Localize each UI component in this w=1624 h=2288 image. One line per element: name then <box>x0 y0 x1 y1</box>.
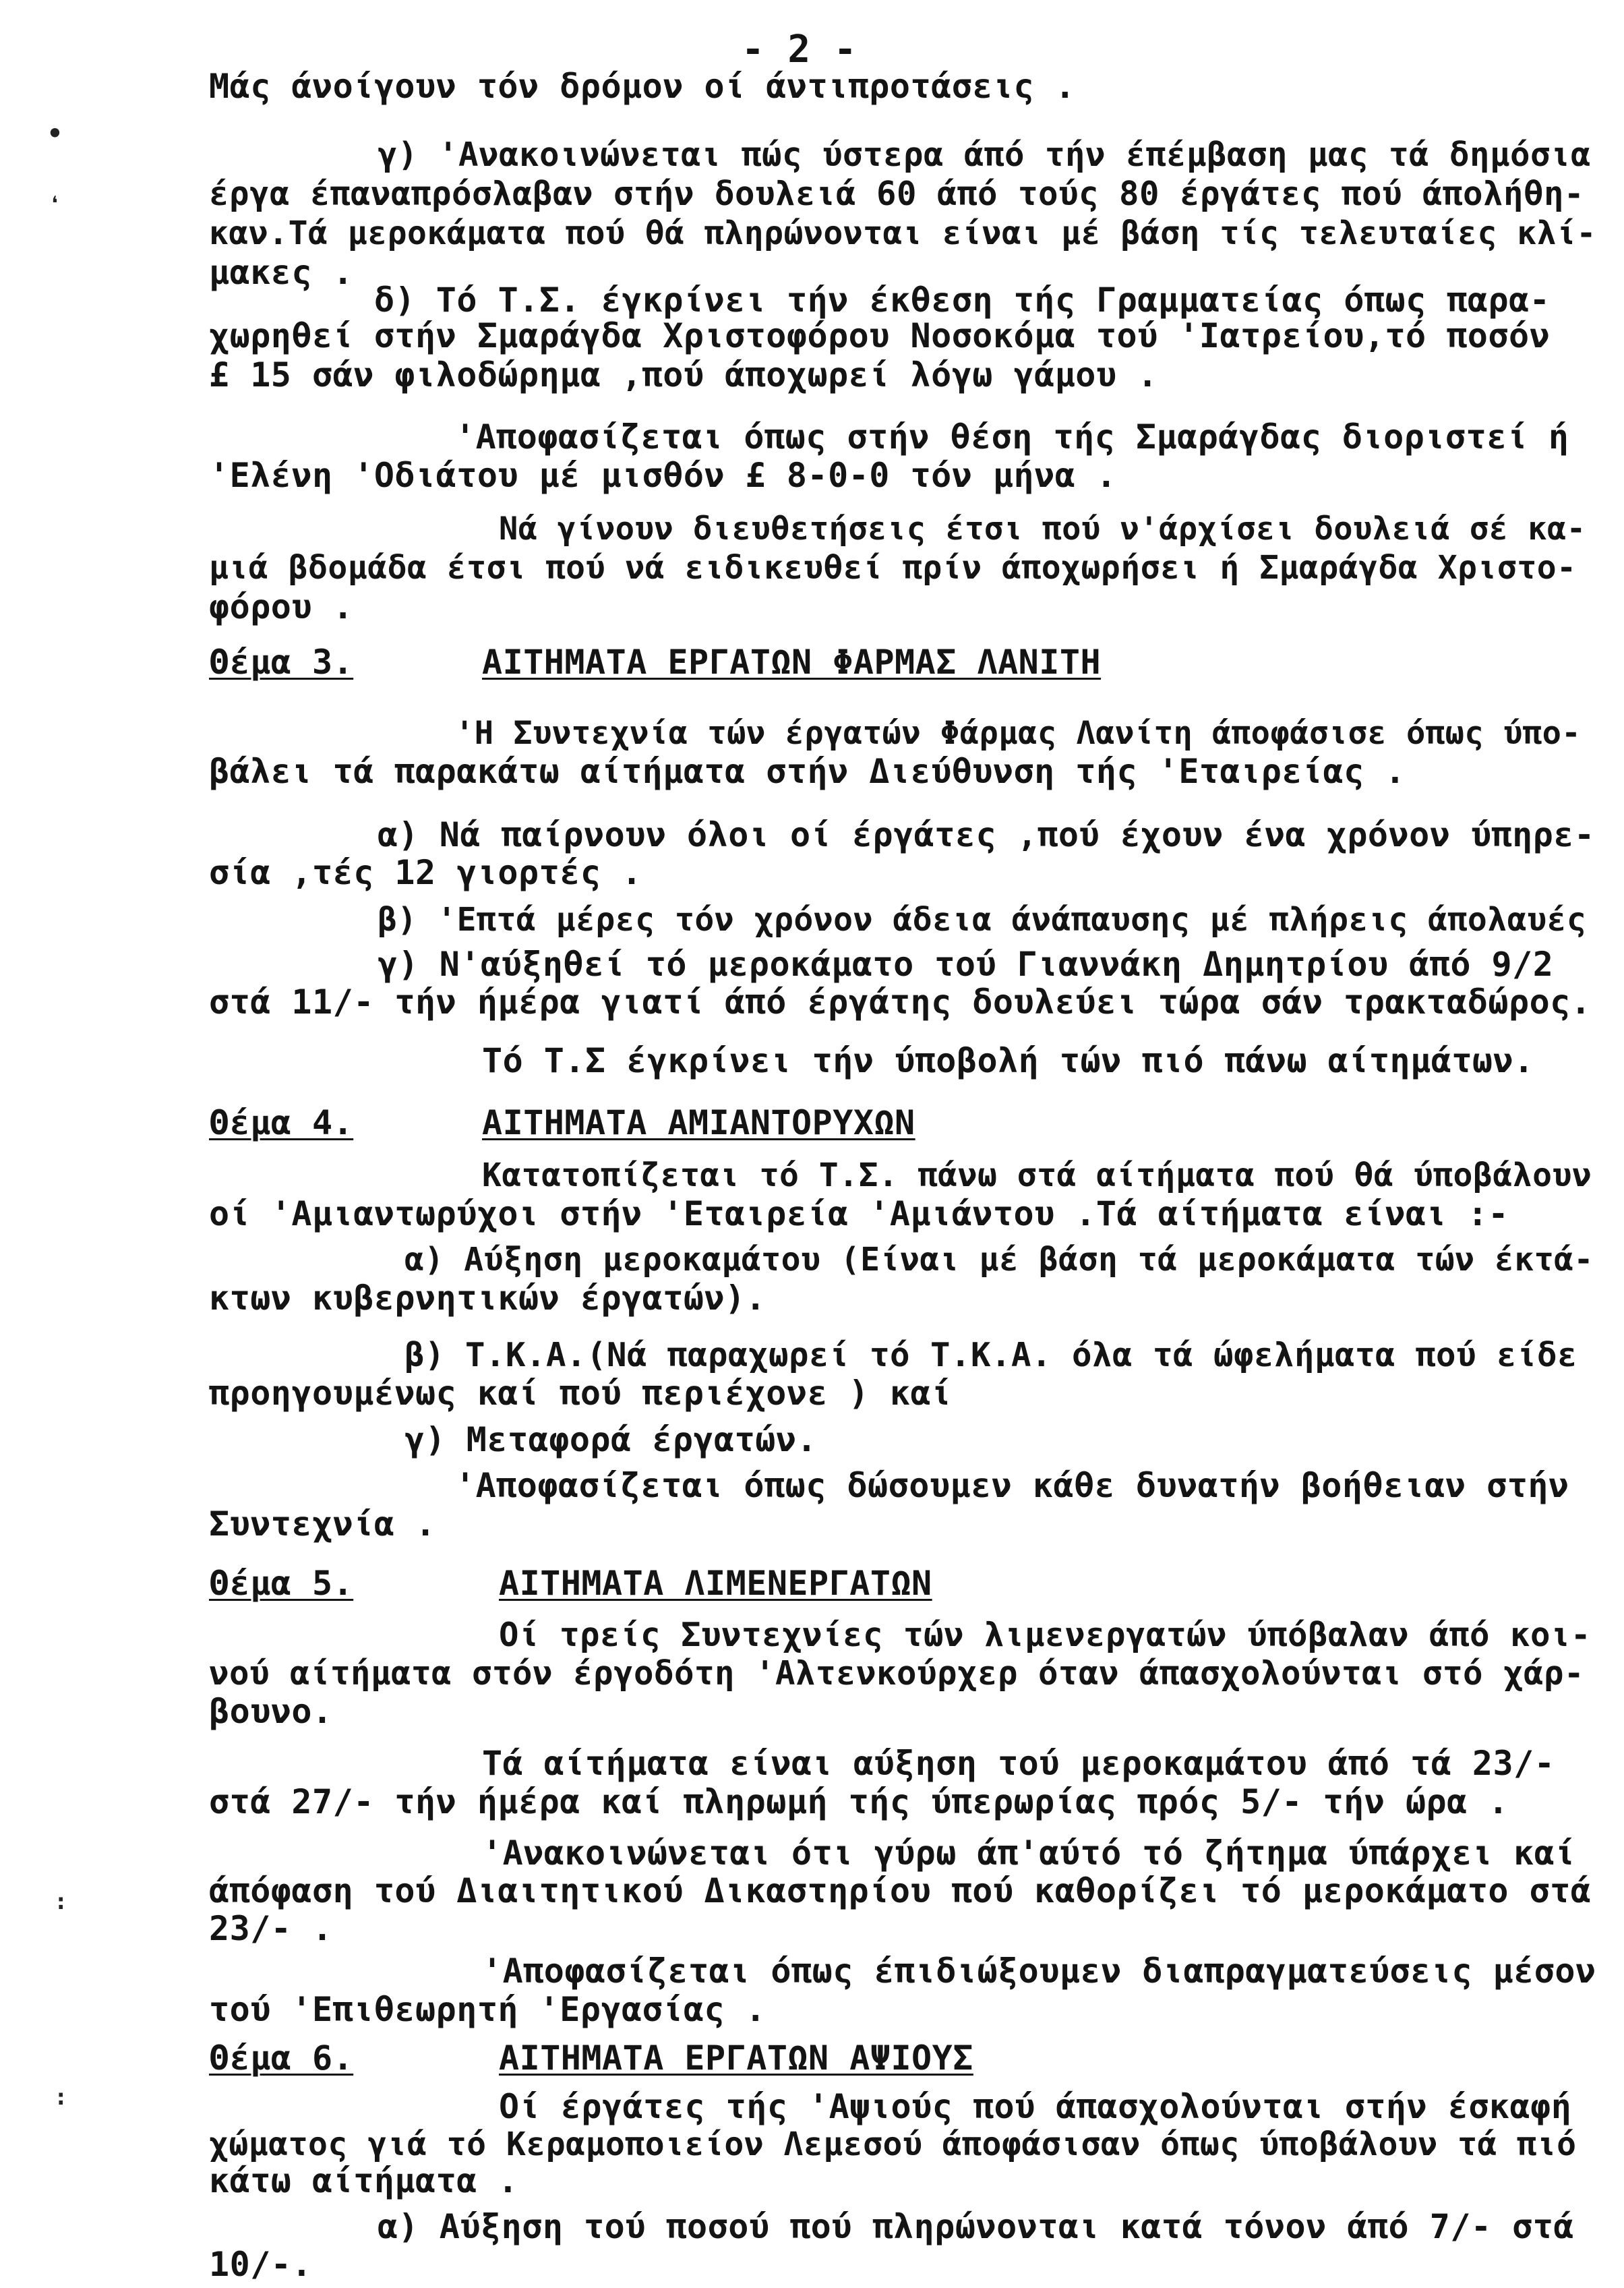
text-line: μακες . <box>209 253 354 292</box>
text-line: 10/-. <box>209 2245 313 2284</box>
text-line: στά 11/- τήν ήμέρα γιατί άπό έργάτης δουλεύει τώρα σάν τρακταδώρος. <box>209 982 1592 1022</box>
page-number: - 2 - <box>742 28 858 71</box>
section-number: Θέμα 6. <box>209 2038 354 2078</box>
margin-mark: • <box>47 119 63 148</box>
text-line: δ) Τό Τ.Σ. έγκρίνει τήν έκθεση τής Γραμματείας όπως παρα- <box>374 281 1551 320</box>
text-line: στά 27/- τήν ήμέρα καί πληρωμή τής ύπερωρίας πρός 5/- τήν ώρα . <box>209 1782 1509 1821</box>
section-heading: ΑΙΤΗΜΑΤΑ ΑΜΙΑΝΤΟΡΥΧΩΝ <box>482 1103 915 1142</box>
text-line: Νά γίνουν διευθετήσεις έτσι πού ν'άρχίσει δουλειά σέ κα- <box>499 510 1586 548</box>
text-line: Μάς άνοίγουν τόν δρόμον οί άντιπροτάσεις . <box>209 67 1076 106</box>
margin-mark: : <box>54 1888 68 1915</box>
text-line: σία ,τές 12 γιορτές . <box>209 853 642 892</box>
text-line: β) 'Επτά μέρες τόν χρόνον άδεια άνάπαυσης μέ πλήρεις άπολαυές <box>378 901 1587 939</box>
section-heading: ΑΙΤΗΜΑΤΑ ΛΙΜΕΝΕΡΓΑΤΩΝ <box>499 1564 932 1603</box>
text-line: βουνο. <box>209 1692 333 1731</box>
text-line: γ) 'Ανακοινώνεται πώς ύστερα άπό τήν έπέμβαση μας τά δημόσια <box>378 136 1592 174</box>
text-line: 23/- . <box>209 1909 333 1948</box>
text-line: Τά αίτήματα είναι αύξηση τού μεροκαμάτου άπό τά 23/- <box>482 1744 1555 1783</box>
text-line: α) Αύξηση μεροκαμάτου (Είναι μέ βάση τά μεροκάματα τών έκτά- <box>404 1241 1594 1279</box>
text-line: Κατατοπίζεται τό Τ.Σ. πάνω στά αίτήματα πού θά ύποβάλουν <box>482 1156 1592 1194</box>
text-line: γ) Ν'αύξηθεί τό μεροκάματο τού Γιαννάκη Δημητρίου άπό 9/2 <box>378 945 1554 984</box>
margin-mark: : <box>54 2084 68 2111</box>
text-line: £ 15 σάν φιλοδώρημα ,πού άποχωρεί λόγω γάμου . <box>209 355 1158 394</box>
text-line: γ) Μεταφορά έργατών. <box>404 1420 818 1459</box>
text-line: χωρηθεί στήν Σμαράγδα Χριστοφόρου Νοσοκόμα τού 'Ιατρείου,τό ποσόν <box>209 316 1551 355</box>
text-line: 'Αποφασίζεται όπως στήν θέση τής Σμαράγδας διοριστεί ή <box>455 417 1569 457</box>
text-line: νού αίτήματα στόν έργοδότη 'Αλτενκούρχερ όταν άπασχολούνται στό χάρ- <box>209 1654 1585 1693</box>
text-line: κτων κυβερνητικών έργατών). <box>209 1279 766 1318</box>
text-line: 'Η Συντεχνία τών έργατών Φάρμας Λανίτη άποφάσισε όπως ύπο- <box>455 715 1582 752</box>
section-heading: ΑΙΤΗΜΑΤΑ ΕΡΓΑΤΩΝ ΑΨΙΟΥΣ <box>499 2038 973 2078</box>
section-number: Θέμα 3. <box>209 643 354 682</box>
text-line: άπόφαση τού Διαιτητικού Δικαστηρίου πού καθορίζει τό μεροκάματο στά <box>209 1871 1592 1910</box>
text-line: τού 'Επιθεωρητή 'Εργασίας . <box>209 1990 766 2029</box>
text-line: Συντεχνία . <box>209 1504 436 1544</box>
text-line: Οί τρείς Συντεχνίες τών λιμενεργατών ύπόβαλαν άπό κοι- <box>499 1616 1592 1654</box>
text-line: καν.Τά μεροκάματα πού θά πληρώνονται είναι μέ βάση τίς τελευταίες κλί- <box>209 214 1596 252</box>
text-line: β) Τ.Κ.Α.(Νά παραχωρεί τό Τ.Κ.Α. όλα τά ώφελήματα πού είδε <box>404 1336 1578 1374</box>
section-number: Θέμα 4. <box>209 1103 354 1142</box>
text-line: προηγουμένως καί πού περιέχονε ) καί <box>209 1374 952 1413</box>
text-line: φόρου . <box>209 587 354 626</box>
section-number: Θέμα 5. <box>209 1564 354 1603</box>
text-line: Οί έργάτες τής 'Αψιούς πού άπασχολούνται στήν έσκαφή <box>499 2087 1572 2126</box>
text-line: 'Ελένη 'Οδιάτου μέ μισθόν £ 8-0-0 τόν μήνα . <box>209 456 1117 495</box>
text-line: 'Αποφασίζεται όπως έπιδιώξουμεν διαπραγματεύσεις μέσον <box>482 1952 1596 1991</box>
text-line: χώματος γιά τό Κεραμοποιείον Λεμεσού άποφάσισαν όπως ύποβάλουν τά πιό <box>209 2125 1577 2163</box>
text-line: α) Νά παίρνουν όλοι οί έργάτες ,πού έχουν ένα χρόνον ύπηρε- <box>378 815 1595 854</box>
margin-mark: ❛ <box>47 191 63 221</box>
text-line: 'Αποφασίζεται όπως δώσουμεν κάθε δυνατήν βοήθειαν στήν <box>455 1466 1569 1505</box>
text-line: Τό Τ.Σ έγκρίνει τήν ύποβολή τών πιό πάνω αίτημάτων. <box>482 1041 1534 1080</box>
text-line: οί 'Αμιαντωρύχοι στήν 'Εταιρεία 'Αμιάντου .Τά αίτήματα είναι :- <box>209 1194 1509 1233</box>
text-line: α) Αύξηση τού ποσού πού πληρώνονται κατά τόνον άπό 7/- στά <box>378 2207 1574 2246</box>
text-line: έργα έπαναπρόσλαβαν στήν δουλειά 60 άπό τούς 80 έργάτες πού άπολήθη- <box>209 175 1585 213</box>
text-line: βάλει τά παρακάτω αίτήματα στήν Διεύθυνση τής 'Εταιρείας . <box>209 752 1406 791</box>
section-heading: ΑΙΤΗΜΑΤΑ ΕΡΓΑΤΩΝ ΦΑΡΜΑΣ ΛΑΝΙΤΗ <box>482 643 1102 682</box>
text-line: 'Ανακοινώνεται ότι γύρω άπ'αύτό τό ζήτημα ύπάρχει καί <box>482 1834 1575 1873</box>
text-line: κάτω αίτήματα . <box>209 2161 519 2200</box>
text-line: μιά βδομάδα έτσι πού νά ειδικευθεί πρίν άποχωρήσει ή Σμαράγδα Χριστο- <box>209 549 1577 587</box>
